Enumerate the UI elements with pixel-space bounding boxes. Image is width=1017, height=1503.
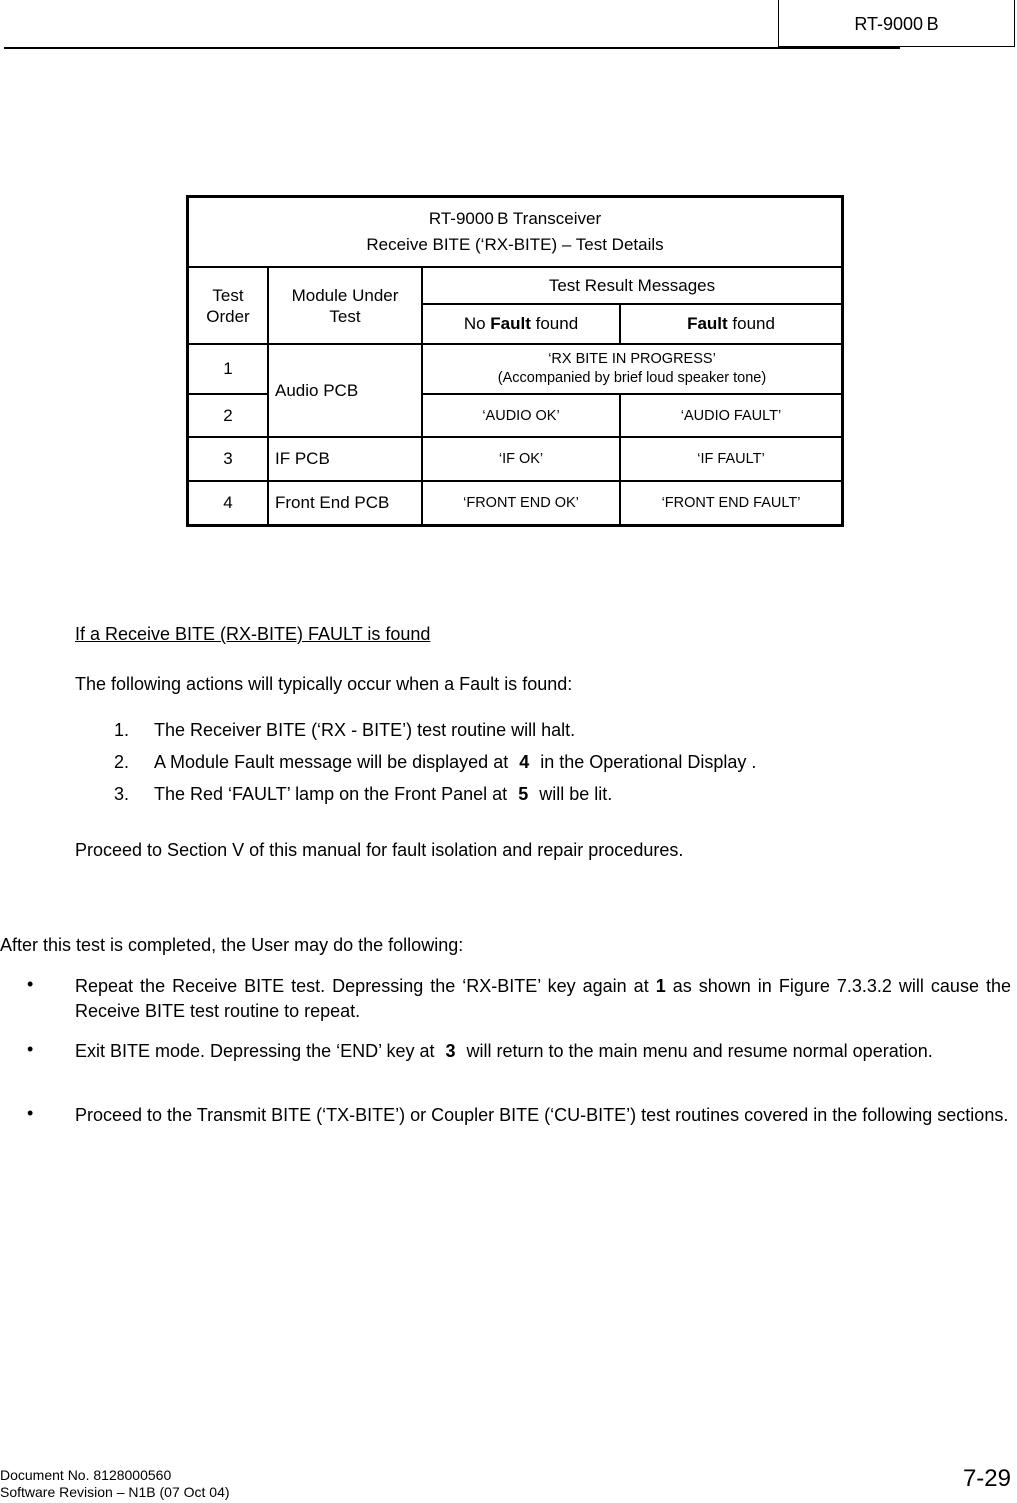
header-model-box: [778, 0, 1015, 47]
row4-fault: ‘FRONT END FAULT’: [620, 481, 843, 525]
row2-order: 2: [188, 394, 269, 437]
bite-test-table: [186, 195, 844, 527]
col-test-order: Test Order: [188, 267, 269, 344]
footer-doc-no: Document No. 8128000560: [0, 1467, 172, 1483]
bullet-dot-2: •: [27, 1039, 34, 1059]
col-results: Test Result Messages: [422, 267, 843, 304]
fault-intro: The following actions will typically occur when a Fault is found:: [75, 674, 573, 694]
col-no-fault: No Fault found: [422, 304, 620, 344]
header-model: RT-9000 B: [854, 13, 939, 34]
fault-item-3: 3. The Red ‘FAULT’ lamp on the Front Panel at 5 will be lit.: [114, 784, 613, 804]
row2-ok: ‘AUDIO OK’: [422, 394, 620, 437]
row3-module: IF PCB: [268, 437, 422, 481]
proceed-text: Proceed to Section V of this manual for fault isolation and repair procedures.: [75, 840, 684, 860]
row3-fault: ‘IF FAULT’: [620, 437, 843, 481]
after-intro: After this test is completed, the User may do the following:: [0, 935, 464, 955]
header-rule: [4, 47, 900, 49]
table-title-line2: Receive BITE (‘RX-BITE) – Test Details: [366, 235, 664, 254]
footer-sw-rev: Software Revision – N1B (07 Oct 04): [0, 1484, 230, 1500]
row1-order: 1: [188, 344, 269, 394]
after-bullet-3: Proceed to the Transmit BITE (‘TX-BITE’) or Coupler BITE (‘CU-BITE’) test routines covered in the following sections.: [75, 1105, 1009, 1125]
after-bullet-2: Exit BITE mode. Depressing the ‘END’ key at 3 will return to the main menu and resume normal operation.: [75, 1041, 933, 1061]
table-title-line1: RT-9000 B Transceiver: [428, 209, 602, 228]
row1-2-module: Audio PCB: [268, 344, 422, 437]
row4-module: Front End PCB: [268, 481, 422, 525]
row3-ok: ‘IF OK’: [422, 437, 620, 481]
footer-left: [0, 1467, 230, 1501]
row1-message: ‘RX BITE IN PROGRESS’ (Accompanied by brief loud speaker tone): [422, 344, 843, 394]
page-number: 7-29: [962, 1465, 1011, 1492]
row2-fault: ‘AUDIO FAULT’: [620, 394, 843, 437]
fault-item-2: 2. A Module Fault message will be displayed at 4 in the Operational Display .: [114, 752, 757, 772]
col-module: Module Under Test: [268, 267, 422, 344]
row4-ok: ‘FRONT END OK’: [422, 481, 620, 525]
table-title: [188, 197, 843, 268]
col-fault: Fault found: [620, 304, 843, 344]
row4-order: 4: [188, 481, 269, 525]
row3-order: 3: [188, 437, 269, 481]
fault-item-1: 1. The Receiver BITE (‘RX - BITE’) test routine will halt.: [114, 720, 576, 740]
fault-heading: If a Receive BITE (RX-BITE) FAULT is found: [75, 624, 431, 644]
bullet-dot-3: •: [27, 1103, 34, 1123]
bullet-dot-1: •: [27, 974, 34, 994]
after-bullet-1: Repeat the Receive BITE test. Depressing the ‘RX-BITE’ key again at 1 as shown in Figure 7.3.3.2 will cause the Receive BITE test routine to repeat.: [75, 976, 1011, 1021]
